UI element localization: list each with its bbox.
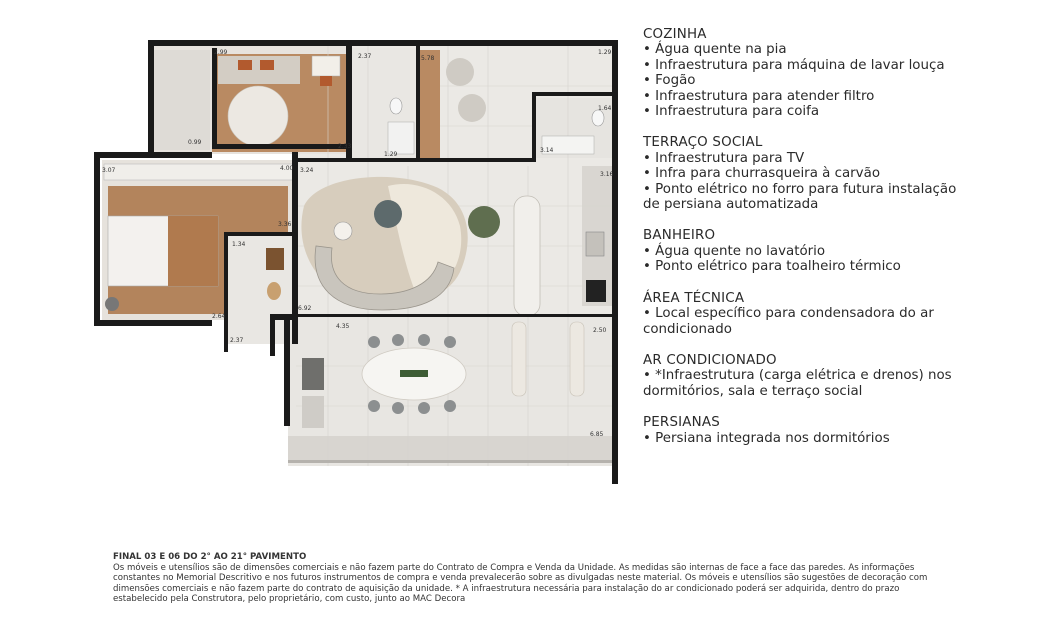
dimension-label: 2.64	[212, 313, 226, 320]
bbq	[302, 358, 324, 390]
cooktop	[586, 280, 606, 302]
dimension-label: 2.33	[338, 143, 352, 150]
feature-item: dormitórios, sala e terraço social	[643, 383, 863, 399]
feature-item: • *Infraestrutura (carga elétrica e drenos) nos	[643, 368, 952, 384]
toilet	[390, 98, 402, 114]
section-title: COZINHA	[643, 27, 707, 42]
feature-item: • Infraestrutura para máquina de lavar louça	[643, 57, 945, 73]
marble-column	[570, 322, 584, 396]
section-title: ÁREA TÉCNICA	[643, 290, 745, 306]
dimension-label: 6.85	[590, 431, 604, 438]
nightstand	[105, 297, 119, 311]
feature-section	[643, 353, 1023, 399]
feature-section	[643, 135, 1023, 212]
section-title: PERSIANAS	[643, 415, 720, 431]
dimension-label: 6.92	[298, 305, 312, 312]
hall-wood	[418, 50, 440, 160]
bbq-sink	[302, 396, 324, 428]
feature-item: • Ponto elétrico para toalheiro térmico	[643, 259, 901, 275]
disclaimer-line: Os móveis e utensílios são de dimensões comerciais e não fazem parte do Contrato de Compra e Venda da Unidade. As medidas são internas de face a face das paredes. As informações	[113, 562, 915, 573]
feature-section	[643, 27, 1023, 119]
toilet	[592, 110, 604, 126]
section-title: AR CONDICIONADO	[643, 352, 777, 368]
feature-item: • Infraestrutura para TV	[643, 150, 805, 166]
balcony-strip	[288, 436, 612, 460]
side-table	[334, 222, 352, 240]
section-title: TERRAÇO SOCIAL	[643, 135, 763, 151]
dimension-label: 1.34	[232, 241, 246, 248]
dimension-label: 4.00	[280, 165, 294, 172]
feature-section	[643, 291, 1023, 337]
feature-item: condicionado	[643, 321, 732, 337]
feature-item: • Fogão	[643, 73, 696, 89]
feature-section	[643, 228, 1023, 274]
feature-item: • Infraestrutura para coifa	[643, 104, 820, 120]
armchair	[468, 206, 500, 238]
pillow	[260, 60, 274, 70]
feature-item: • Infraestrutura para atender filtro	[643, 88, 875, 104]
feature-item: • Infra para churrasqueira à carvão	[643, 166, 881, 182]
dimension-label: 3.16	[600, 171, 614, 178]
table-centerpiece	[400, 370, 428, 377]
marble-column	[512, 322, 526, 396]
pillow	[238, 60, 252, 70]
floor-plan	[88, 36, 628, 496]
dimension-label: 2.37	[358, 53, 372, 60]
wardrobe	[104, 164, 294, 180]
dimension-label: 2.50	[593, 327, 607, 334]
dimension-label: 2.99	[214, 49, 228, 56]
feature-list	[643, 27, 1023, 462]
dimension-label: 3.07	[102, 167, 116, 174]
dimension-label: 1.29	[384, 151, 398, 158]
dimension-label: 5.78	[421, 55, 435, 62]
feature-item: • Ponto elétrico no forro para futura instalação	[643, 181, 957, 197]
dimension-label: 3.24	[300, 167, 314, 174]
sofa-bed	[218, 56, 300, 84]
feature-item: de persiana automatizada	[643, 197, 819, 213]
desk-chair	[320, 76, 332, 86]
disclaimer-title: FINAL 03 E 06 DO 2° AO 21° PAVIMENTO	[113, 552, 307, 562]
section-title: BANHEIRO	[643, 228, 716, 244]
lounge-chair	[458, 94, 486, 122]
vanity	[266, 248, 284, 270]
sink	[586, 232, 604, 256]
feature-item: • Água quente no lavatório	[643, 243, 826, 259]
bedroom-top-hall	[154, 50, 210, 150]
tv-panel	[514, 196, 540, 316]
toilet	[267, 282, 281, 300]
dimension-label: 2.37	[230, 337, 244, 344]
disclaimer	[113, 552, 963, 605]
lounge-chair	[446, 58, 474, 86]
disclaimer-line: dimensões comerciais e não fazem parte do contrato de aquisição da unidade. * A infraestrutura necessária para instalação do ar condicionado poderá ser adquirida, dentro do prazo	[113, 583, 900, 594]
dimension-label: 0.99	[188, 139, 202, 146]
dimension-label: 4.35	[336, 323, 350, 330]
dimension-label: 1.64	[598, 105, 612, 112]
round-rug	[228, 86, 288, 146]
dimension-label: 3.36	[278, 221, 292, 228]
balcony-railing	[288, 460, 612, 463]
feature-item: • Água quente na pia	[643, 42, 787, 58]
desk	[312, 56, 340, 76]
shower	[388, 122, 414, 154]
disclaimer-line: estabelecido pela Construtora, pelo proprietário, com custo, junto ao MAC Decora	[113, 594, 466, 605]
coffee-table	[374, 200, 402, 228]
feature-item: • Local específico para condensadora do ar	[643, 306, 934, 322]
dimension-label: 3.14	[540, 147, 554, 154]
disclaimer-line: constantes no Memorial Descritivo e nos futuros instrumentos de compra e venda prevalecerão sobre as divulgadas neste material. Os móveis e utensílios são sugestões de decoração com	[113, 573, 928, 584]
bed-blanket	[168, 216, 218, 286]
feature-item: • Persiana integrada nos dormitórios	[643, 430, 890, 446]
feature-section	[643, 415, 1023, 446]
dimension-label: 1.29	[598, 49, 612, 56]
